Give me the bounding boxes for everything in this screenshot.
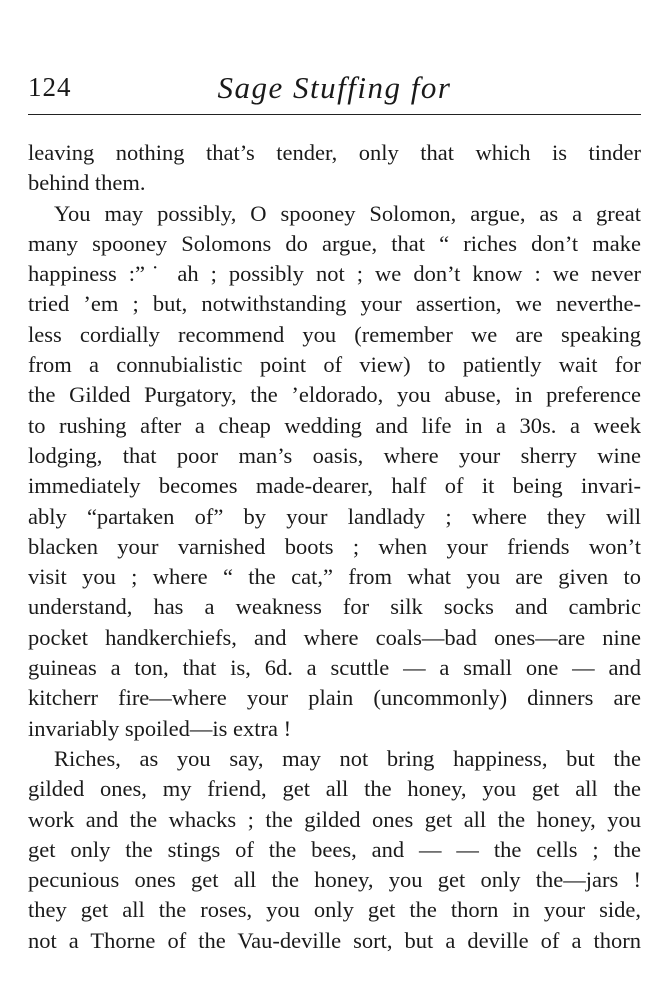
text-line: gilded ones, my friend, get all the honey, you get all the [28, 776, 641, 802]
text-line: the Gilded Purgatory, the ’eldorado, you abuse, in preference [28, 382, 641, 408]
text-line: they get all the roses, you only get the thorn in your side, [28, 897, 641, 923]
text-line: guineas a ton, that is, 6d. a scuttle — a small one — and [28, 655, 641, 681]
text-line: work and the whacks ; the gilded ones get all the honey, you [28, 806, 641, 832]
text-line: leaving nothing that’s tender, only that which is tinder [28, 140, 641, 165]
text-line: less cordially recommend you (remember we are speaking [28, 321, 641, 347]
text-line: pocket handkerchiefs, and where coals—bad ones—are nine [28, 624, 641, 650]
text-line: lodging, that poor man’s oasis, where your sherry wine [28, 442, 641, 468]
page-header [28, 72, 641, 112]
text-line: get only the stings of the bees, and — — the cells ; the [28, 836, 641, 862]
text-line: happiness :”˙ ah ; possibly not ; we don’t know : we never [28, 261, 641, 287]
text-line: immediately becomes made-dearer, half of it being invari- [28, 473, 641, 499]
body-text [28, 138, 641, 956]
text-line: kitcherr fire—where your plain (uncommonly) dinners are [28, 685, 641, 711]
text-line: ably “partaken of” by your landlady ; where they will [28, 503, 641, 529]
text-line: behind them. [28, 170, 146, 196]
text-line: understand, has a weakness for silk socks and cambric [28, 594, 641, 620]
header-rule [28, 114, 641, 115]
text-line: tried ’em ; but, notwithstanding your assertion, we neverthe- [28, 291, 641, 317]
text-line: from a connubialistic point of view) to patiently wait for [28, 352, 641, 378]
text-line: not a Thorne of the Vau-deville sort, but a deville of a thorn [28, 927, 641, 953]
paragraph-start-line: Riches, as you say, may not bring happiness, but the [54, 745, 641, 771]
text-line: many spooney Solomons do argue, that “ riches don’t make [28, 230, 641, 256]
paragraph-start-line: You may possibly, O spooney Solomon, argue, as a great [54, 200, 641, 226]
text-line: to rushing after a cheap wedding and life in a 30s. a week [28, 412, 641, 438]
page-number: 124 [28, 72, 72, 102]
running-title: Sage Stuffing for [217, 70, 452, 105]
text-line: pecunious ones get all the honey, you get only the—jars ! [28, 867, 641, 893]
text-line: visit you ; where “ the cat,” from what you are given to [28, 564, 641, 590]
text-line: blacken your varnished boots ; when your friends won’t [28, 533, 641, 559]
text-line: invariably spoiled—is extra ! [28, 715, 292, 741]
